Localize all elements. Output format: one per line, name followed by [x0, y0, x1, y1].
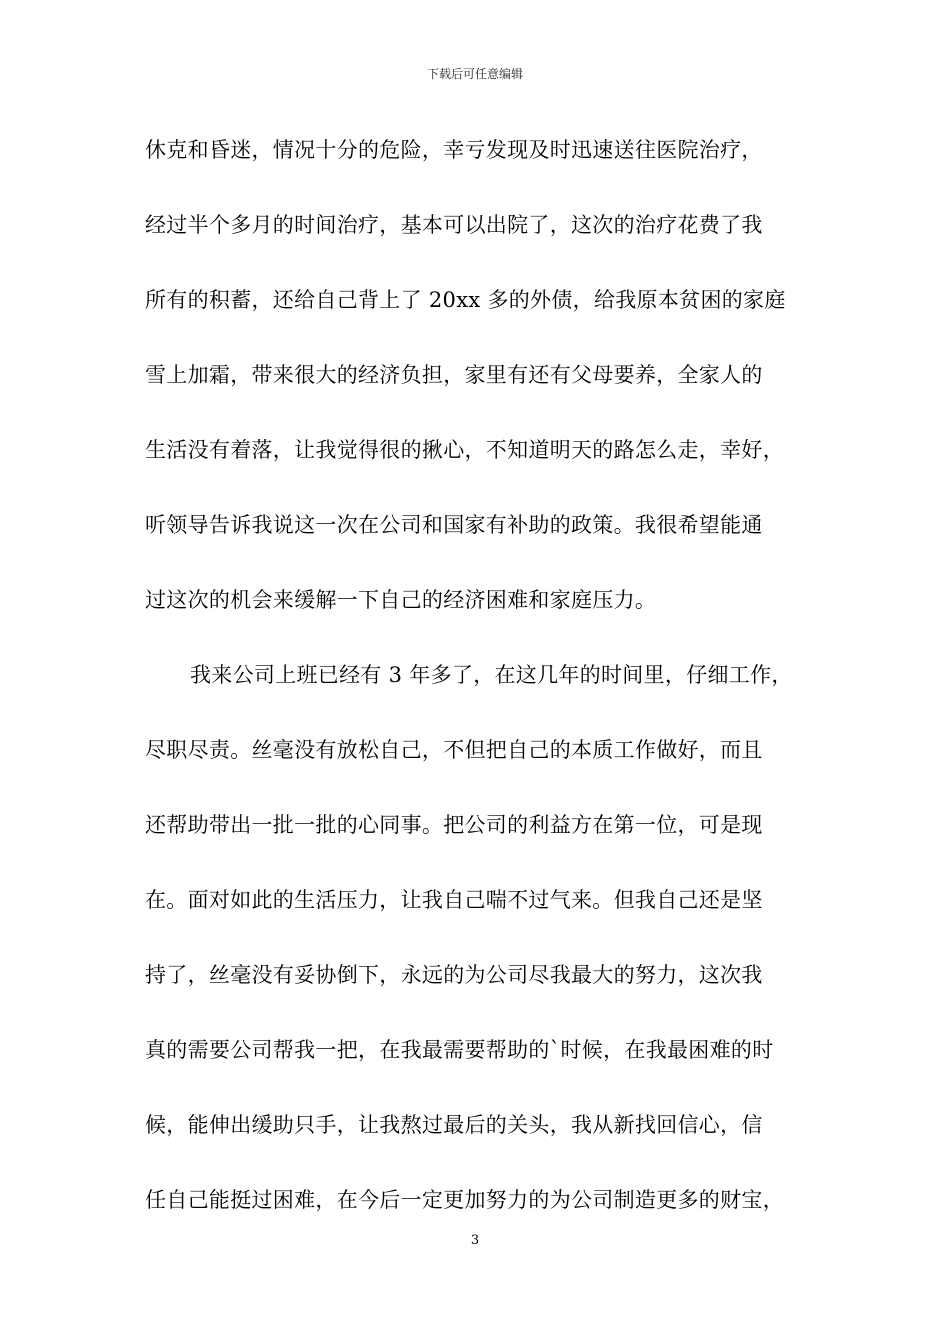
text-line: 听领导告诉我说这一次在公司和国家有补助的政策。我很希望能通 — [145, 513, 763, 537]
text-line: 还帮助带出一批一批的心同事。把公司的利益方在第一位，可是现 — [145, 813, 763, 837]
text-line: 尽职尽责。丝毫没有放松自己，不但把自己的本质工作做好，而且 — [145, 738, 763, 762]
text-line: 生活没有着落，让我觉得很的揪心，不知道明天的路怎么走，幸好， — [145, 438, 784, 462]
text-line: 任自己能挺过困难，在今后一定更加努力的为公司制造更多的财宝， — [145, 1188, 784, 1212]
text-line: 经过半个多月的时间治疗，基本可以出院了，这次的治疗花费了我 — [145, 213, 763, 237]
text-line: 候，能伸出缓助只手，让我熬过最后的关头，我从新找回信心，信 — [145, 1113, 763, 1137]
text-line: 持了，丝毫没有妥协倒下，永远的为公司尽我最大的努力，这次我 — [145, 963, 763, 987]
text-line: 雪上加霜，带来很大的经济负担，家里有还有父母要养，全家人的 — [145, 363, 763, 387]
page-number: 3 — [470, 1233, 480, 1248]
paragraph-first-line: 我来公司上班已经有 3 年多了，在这几年的时间里，仔细工作， — [190, 663, 793, 687]
text-line: 所有的积蓄，还给自己背上了 20xx 多的外债，给我原本贫困的家庭 — [145, 288, 786, 312]
text-line: 真的需要公司帮我一把，在我最需要帮助的`时候，在我最困难的时 — [145, 1038, 774, 1062]
text-line: 在。面对如此的生活压力，让我自己喘不过气来。但我自己还是坚 — [145, 888, 763, 912]
text-line: 过这次的机会来缓解一下自己的经济困难和家庭压力。 — [145, 588, 657, 612]
page-header: 下载后可任意编辑 — [426, 67, 523, 81]
text-line: 休克和昏迷，情况十分的危险，幸亏发现及时迅速送往医院治疗， — [145, 138, 763, 162]
